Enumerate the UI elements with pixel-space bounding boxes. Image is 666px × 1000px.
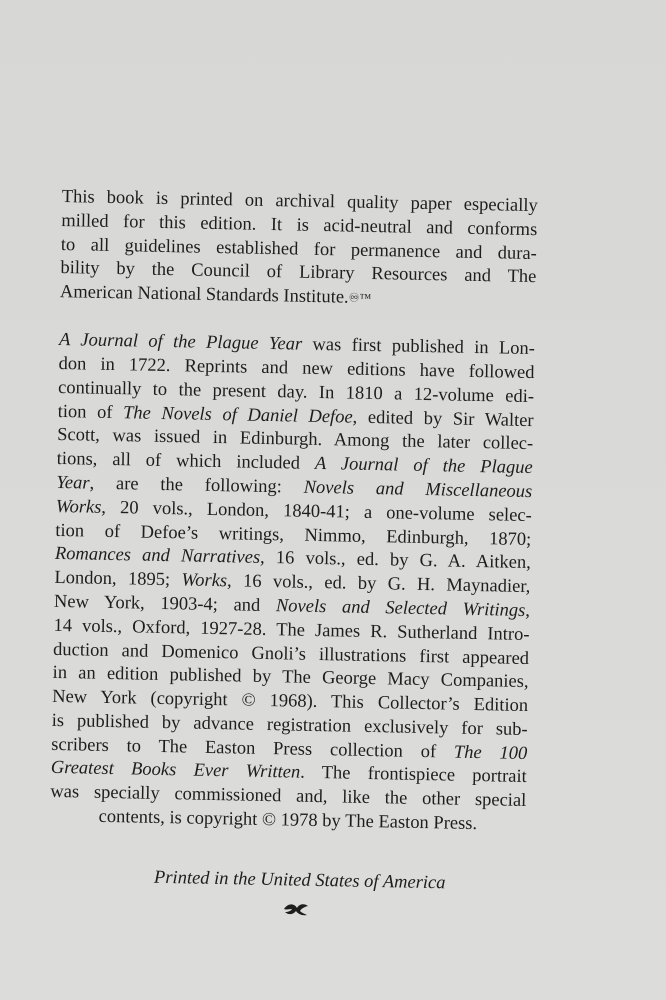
text-segment: American National Standards Institute.: [59, 282, 349, 308]
text-segment: , are the following:: [89, 473, 304, 498]
text-segment: tions, all of which included: [56, 449, 316, 475]
colophon-text: [50, 186, 538, 838]
text-segment: , edited by Sir Walter: [352, 407, 534, 431]
text-segment: , 16 vols., ed. by G. A. Aitken,: [259, 548, 532, 574]
text-segment: was first published in Lon-: [301, 334, 536, 360]
text-line: was specially commissioned and, like the other special: [50, 782, 527, 812]
book-title: Novels and Selected Writings: [275, 596, 526, 621]
text-segment: scribers to The Easton Press collection of: [51, 734, 455, 763]
text-line: This book is printed on archival quality paper especially: [61, 186, 538, 217]
text-line: Scott, was issued in Edinburgh. Among the later collec-: [57, 425, 534, 455]
publication-history-paragraph: [50, 329, 536, 838]
book-title: Works: [181, 570, 228, 592]
text-line: in an edition published by The George Macy Companies,: [52, 663, 529, 693]
book-title: A Journal of the Plague: [314, 454, 533, 479]
text-segment: , 16 vols., ed. by G. H. Maynadier,: [226, 571, 531, 598]
text-line: 14 vols., Oxford, 1927-28. The James R. Sutherland Intro-: [53, 615, 530, 645]
book-title: A Journal of the Plague Year: [58, 330, 303, 355]
text-segment: , 20 vols., London, 1840-41; a one-volume selec-: [101, 497, 532, 526]
printed-in-line: Printed in the United States of America: [153, 867, 446, 894]
text-line: duction and Domenico Gnoli’s illustrations first appeared: [52, 639, 530, 669]
book-title: The 100: [453, 742, 528, 764]
text-line: continually to the present day. In 1810 a 12-volume edi-: [57, 377, 535, 407]
text-line: milled for this edition. It is acid-neutral and conforms: [61, 210, 538, 240]
text-line: to all guidelines established for permanence and dura-: [60, 234, 537, 264]
text-line: tion of Defoe’s writings, Nimmo, Edinburgh, 1870;: [55, 520, 532, 550]
book-title: Romances and Narratives: [54, 544, 261, 569]
book-title: Year: [56, 472, 90, 494]
book-title: Works: [55, 496, 102, 518]
book-title: Greatest Books Ever Written: [50, 758, 301, 784]
book-title: Novels and Miscellaneous: [303, 477, 533, 503]
text-line: contents, is copyright © 1978 by The Easton Press.: [98, 806, 478, 835]
paper-notice-paragraph: [60, 186, 538, 314]
text-line: New York (copyright © 1968). This Collector’s Edition: [51, 687, 529, 717]
text-segment: tion of: [57, 401, 124, 423]
text-line: is published by advance registration exclusively for sub-: [51, 710, 528, 740]
infinity-tm-symbol: ♾™: [348, 290, 372, 306]
text-segment: New York, 1903-4; and: [53, 591, 277, 617]
text-segment: London, 1895;: [54, 568, 182, 591]
text-line: don in 1722. Reprints and new editions have followed: [58, 353, 535, 384]
text-line: bility by the Council of Library Resources and The: [60, 258, 537, 288]
fleuron-icon: [282, 900, 310, 918]
text-segment: . The frontispiece portrait: [299, 763, 527, 788]
text-segment: ,: [525, 600, 531, 621]
book-title: The Novels of Daniel Defoe: [122, 402, 353, 428]
